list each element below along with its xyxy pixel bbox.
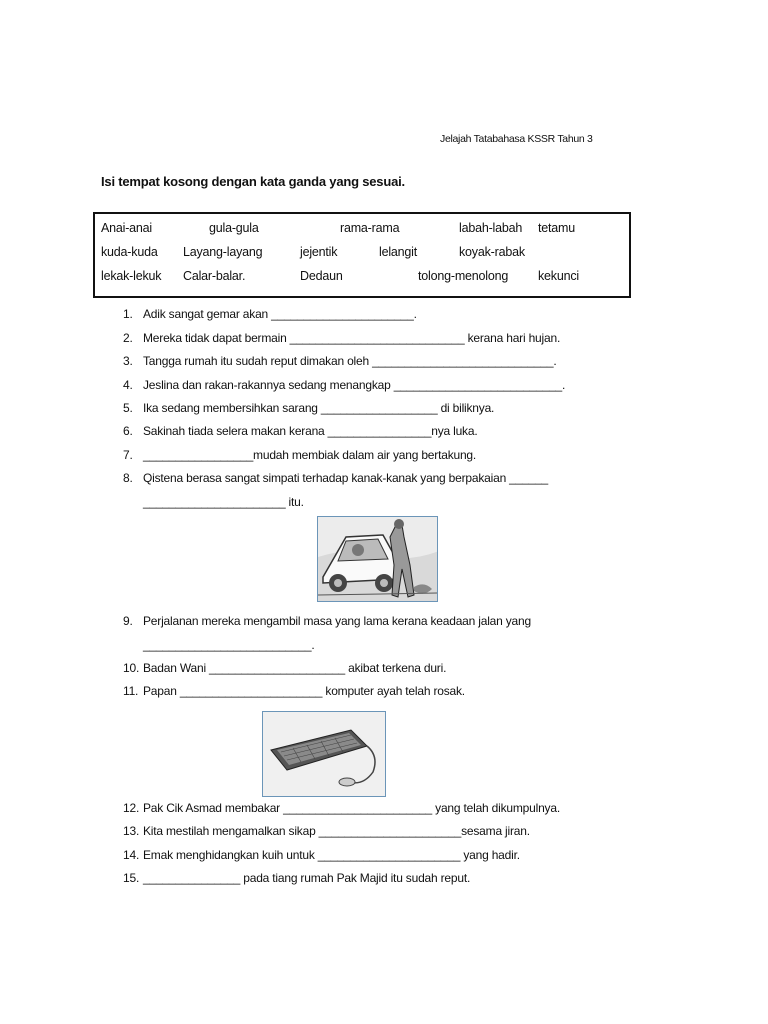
word-bank-item: gula-gula [209,221,259,235]
question-item [123,448,476,462]
question-text: Sakinah tiada selera makan kerana ________________nya luka. [143,424,478,438]
question-item [123,661,446,675]
question-number: 6. [123,424,133,438]
word-bank-item: koyak-rabak [459,245,525,259]
keyboard-illustration [262,711,386,797]
question-text: _________________mudah membiak dalam air yang bertakung. [143,448,477,462]
question-text: Mereka tidak dapat bermain ___________________________ kerana hari hujan. [143,331,561,345]
question-number: 8. [123,471,133,485]
question-number: 5. [123,401,133,415]
question-text: Tangga rumah itu sudah reput dimakan oleh ____________________________. [143,354,557,368]
word-bank-item: rama-rama [340,221,400,235]
question-text: Ika sedang membersihkan sarang __________________ di biliknya. [143,401,495,415]
word-bank-item: lelangit [379,245,418,259]
question-item [123,354,557,368]
question-item [123,424,477,438]
question-text: Jeslina dan rakan-rakannya sedang menangkap __________________________. [143,378,566,392]
question-item [123,801,560,815]
question-item [123,871,470,885]
question-number: 11. [123,684,139,698]
word-bank-item: lekak-lekuk [101,269,162,283]
question-number: 14. [123,848,140,862]
question-text: Qistena berasa sangat simpati terhadap kanak-kanak yang berpakaian ______ [143,471,549,485]
word-bank-item: kekunci [538,269,579,283]
question-number: 3. [123,354,133,368]
instruction-title: Isi tempat kosong dengan kata ganda yang sesuai. [101,174,405,189]
question-number: 2. [123,331,133,345]
word-bank-box [93,212,631,298]
question-text: Kita mestilah mengamalkan sikap ______________________sesama jiran. [143,824,530,838]
question-item [123,824,530,838]
question-number: 10. [123,661,140,675]
word-bank-item: Anai-anai [101,221,153,235]
question-number: 9. [123,614,133,628]
question-text: Papan ______________________ komputer ayah telah rosak. [143,684,465,698]
question-number: 15. [123,871,140,885]
question-text: Perjalanan mereka mengambil masa yang lama kerana keadaan jalan yang [143,614,531,628]
word-bank-item: jejentik [300,245,338,259]
question-item [123,848,520,862]
word-bank-item: labah-labah [459,221,523,235]
question-item [123,471,548,485]
question-continuation: ______________________ itu. [143,495,304,509]
page-header: Jelajah Tatabahasa KSSR Tahun 3 [440,133,593,145]
question-number: 1. [123,307,133,321]
question-number: 13. [123,824,140,838]
question-text: Badan Wani _____________________ akibat terkena duri. [143,661,447,675]
word-bank-item: Dedaun [300,269,343,283]
word-bank-item: Layang-layang [183,245,263,259]
question-item [123,401,494,415]
car-road-illustration [317,516,438,602]
question-number: 12. [123,801,140,815]
question-text: Pak Cik Asmad membakar _______________________ yang telah dikumpulnya. [143,801,560,815]
question-item [123,378,565,392]
word-bank-item: tetamu [538,221,576,235]
question-item [123,331,560,345]
question-text: _______________ pada tiang rumah Pak Majid itu sudah reput. [143,871,471,885]
question-number: 7. [123,448,133,462]
question-item [123,614,531,628]
question-text: Adik sangat gemar akan ______________________. [143,307,417,321]
question-number: 4. [123,378,133,392]
question-continuation: __________________________. [143,638,315,652]
word-bank-item: kuda-kuda [101,245,158,259]
word-bank-item: tolong-menolong [418,269,509,283]
question-item [123,307,417,321]
question-item [123,684,465,698]
word-bank-item: Calar-balar. [183,269,246,283]
question-text: Emak menghidangkan kuih untuk ______________________ yang hadir. [143,848,520,862]
